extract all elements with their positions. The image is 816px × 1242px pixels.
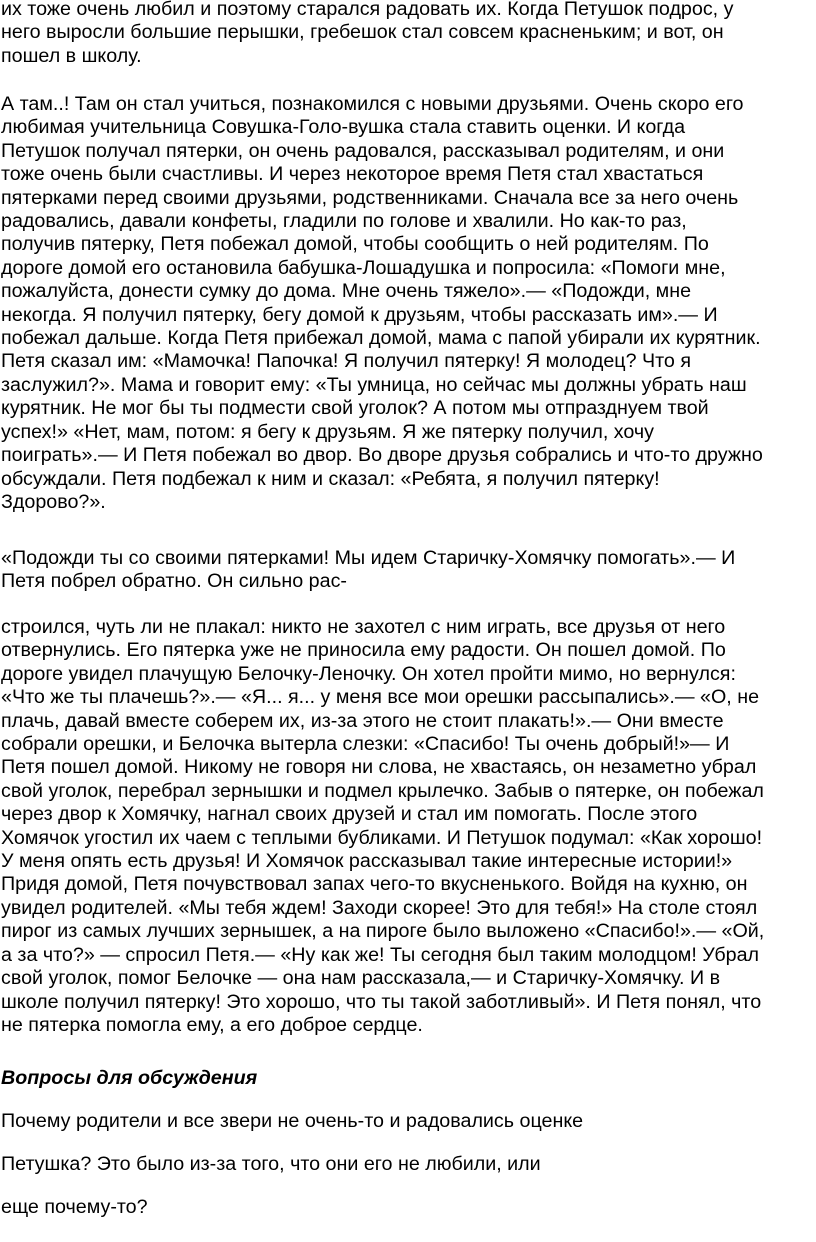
story-paragraph-3: «Подожди ты со своими пятерками! Мы идем Старичку-Хомячку помогать».— И Петя побрел обратно. Он сильно рас- bbox=[1, 547, 736, 593]
story-paragraph-1: их тоже очень любил и поэтому старался радовать их. Когда Петушок подрос, у него выросли большие перышки, гребешок стал совсем красненьким; и вот, он пошел в школу. bbox=[1, 0, 734, 67]
question-line-3: еще почему-то? bbox=[1, 1196, 148, 1218]
question-line-1: Почему родители и все звери не очень-то и радовались оценке bbox=[1, 1110, 584, 1132]
story-paragraph-4: строился, чуть ли не плакал: никто не захотел с ним играть, все друзья от него отвернулись. Его пятерка уже не приносила ему радости. Он пошел домой. По дороге увидел плачущую Белочку-Леночку. Он хотел пройти мимо, но вернулся: «Что же ты плачешь?».— «Я... я... у меня все мои орешки рассыпались».— «О, не плачь, давай вместе соберем их, из-за этого не стоит плакать!».— Они вместе собрали орешки, и Белочка вытерла слезки: «Спасибо! Ты очень добрый!»— И Петя пошел домой. Никому не говоря ни слова, не хвастаясь, он незаметно убрал свой уголок, перебрал зернышки и подмел крылечко. Забыв о пятерке, он побежал через двор к Хомячку, нагнал своих друзей и стал им помогать. После этого Хомячок угостил их чаем с теплыми бубликами. И Петушок подумал: «Как хорошо! У меня опять есть друзья! И Хомячок рассказывал такие интересные истории!» Придя домой, Петя почувствовал запах чего-то вкусненького. Войдя на кухню, он увидел родителей. «Мы тебя ждем! Заходи скорее! Это для тебя!» На столе стоял пирог из самых лучших зернышек, а на пироге было выложено «Спасибо!».— «Ой, а за что?» — спросил Петя.— «Ну как же! Ты сегодня был таким молодцом! Убрал свой уголок, помог Белочке — она нам рассказала,— и Старичку-Хомячку. И в школе получил пятерку! Это хорошо, что ты такой заботливый». И Петя понял, что не пятерка помогла ему, а его доброе сердце. bbox=[1, 616, 765, 1036]
discussion-questions-heading: Вопросы для обсуждения bbox=[1, 1067, 258, 1089]
story-paragraph-2: А там..! Там он стал учиться, познакомился с новыми друзьями. Очень скоро его любимая учительница Совушка-Голо-вушка стала ставить оценки. И когда Петушок получал пятерки, он очень радовался, рассказывал родителям, и они тоже очень были счастливы. И через некоторое время Петя стал хвастаться пятерками перед своими друзьями, родственниками. Сначала все за него очень радовались, давали конфеты, гладили по голове и хвалили. Но как-то раз, получив пятерку, Петя побежал домой, чтобы сообщить о ней родителям. По дороге домой его остановила бабушка-Лошадушка и попросила: «Помоги мне, пожалуйста, донести сумку до дома. Мне очень тяжело».— «Подожди, мне некогда. Я получил пятерку, бегу домой к друзьям, чтобы рассказать им».— И побежал дальше. Когда Петя прибежал домой, мама с папой убирали их курятник. Петя сказал им: «Мамочка! Папочка! Я получил пятерку! Я молодец? Что я заслужил?». Мама и говорит ему: «Ты умница, но сейчас мы должны убрать наш курятник. Не мог бы ты подмести свой уголок? А потом мы отпразднуем твой успех!» «Нет, мам, потом: я бегу к друзьям. Я же пятерку получил, хочу поиграть».— И Петя побежал во двор. Во дворе друзья собрались и что-то дружно обсуждали. Петя подбежал к ним и сказал: «Ребята, я получил пятерку! Здорово?». bbox=[1, 93, 763, 513]
question-line-2: Петушка? Это было из-за того, что они его не любили, или bbox=[1, 1153, 541, 1175]
